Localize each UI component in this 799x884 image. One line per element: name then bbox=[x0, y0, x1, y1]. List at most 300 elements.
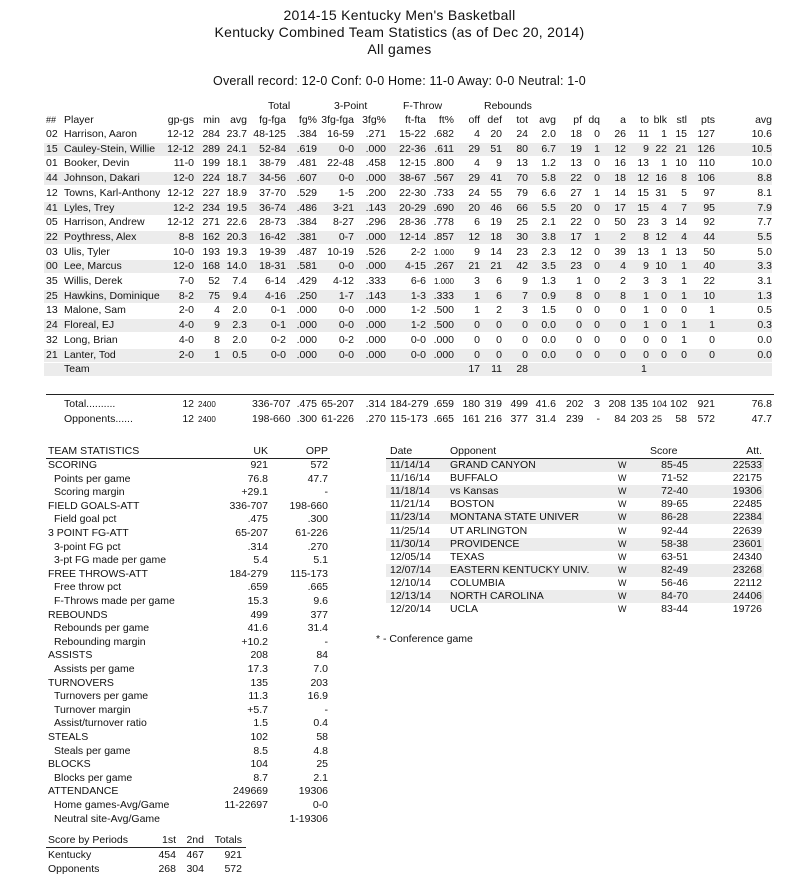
player-stat-cell: 0-7 bbox=[338, 231, 354, 243]
team-stat-uk: +10.2 bbox=[241, 636, 268, 648]
player-stat-cell: 0-0 bbox=[410, 349, 426, 361]
totals-row-cell: 65-207 bbox=[321, 398, 354, 410]
player-stat-cell: .567 bbox=[433, 172, 454, 184]
team-stats-header: TEAM STATISTICS bbox=[48, 445, 140, 457]
player-stat-cell: .000 bbox=[365, 143, 386, 155]
team-stat-opp: 16.9 bbox=[307, 690, 328, 702]
totals-row-cell: .475 bbox=[296, 398, 317, 410]
player-stat-cell: .384 bbox=[296, 128, 317, 140]
column-header: tot bbox=[516, 114, 528, 126]
player-stat-cell: 6 bbox=[496, 290, 502, 302]
player-stat-cell: 8.8 bbox=[757, 172, 772, 184]
game-attendance: 19726 bbox=[732, 603, 762, 615]
game-date: 11/25/14 bbox=[390, 525, 431, 537]
player-stat-cell: 12 bbox=[468, 231, 480, 243]
game-opponent: GRAND CANYON bbox=[450, 459, 536, 471]
periods-score: 454 bbox=[158, 849, 176, 861]
player-stat-cell: 2 bbox=[620, 275, 626, 287]
player-stat-cell: 0 bbox=[594, 246, 600, 258]
totals-row-cell: 102 bbox=[670, 398, 688, 410]
player-stat-cell: 51 bbox=[490, 143, 502, 155]
player-stat-cell: 5.8 bbox=[541, 172, 556, 184]
player-stat-cell: 24 bbox=[516, 128, 528, 140]
game-attendance: 22175 bbox=[732, 472, 762, 484]
team-stat-uk: 104 bbox=[250, 758, 268, 770]
record-summary: Overall record: 12-0 Conf: 0-0 Home: 11-0 Away: 0-0 Neutral: 1-0 bbox=[213, 74, 586, 88]
team-stats-header-uk: UK bbox=[253, 445, 268, 457]
player-stat-cell: 34-56 bbox=[259, 172, 286, 184]
player-stat-cell: 1.3 bbox=[541, 275, 556, 287]
player-stat-cell: 0 bbox=[643, 349, 649, 361]
player-stat-cell: .733 bbox=[433, 187, 454, 199]
team-stat-label: Assists per game bbox=[54, 663, 135, 675]
team-stats-header-opp: OPP bbox=[305, 445, 328, 457]
player-stat-cell: 234 bbox=[202, 202, 220, 214]
totals-row-cell: 104 bbox=[652, 399, 668, 409]
player-stat-cell: 16-59 bbox=[327, 128, 354, 140]
player-stat-cell: 9 bbox=[496, 157, 502, 169]
team-stat-opp: .665 bbox=[307, 581, 328, 593]
team-stat-opp: 377 bbox=[310, 609, 328, 621]
team-stat-uk: 921 bbox=[250, 459, 268, 471]
game-date: 11/30/14 bbox=[390, 538, 431, 550]
totals-row-cell: 135 bbox=[630, 398, 648, 410]
player-stat-cell: 13 bbox=[516, 157, 528, 169]
team-stat-label: Rebounding margin bbox=[54, 636, 146, 648]
player-stat-cell: .333 bbox=[365, 275, 386, 287]
player-stat-cell: 3-21 bbox=[332, 202, 354, 214]
player-stat-cell: 20 bbox=[570, 202, 582, 214]
player-stat-cell: 8 bbox=[576, 290, 582, 302]
row-shading bbox=[44, 363, 772, 376]
player-stat-cell: 3 bbox=[474, 275, 480, 287]
column-header: Player bbox=[64, 114, 94, 126]
player-stat-cell: 10 bbox=[655, 260, 667, 272]
player-stat-cell: 22.6 bbox=[226, 216, 247, 228]
team-row-off: 17 bbox=[468, 363, 480, 375]
game-date: 12/20/14 bbox=[390, 603, 431, 615]
game-attendance: 22384 bbox=[732, 511, 762, 523]
team-stat-opp: 25 bbox=[316, 758, 328, 770]
player-stat-cell: 95 bbox=[703, 202, 715, 214]
player-stat-cell: 9 bbox=[643, 260, 649, 272]
player-stat-cell: 271 bbox=[202, 216, 220, 228]
totals-row-cell: 2400 bbox=[198, 400, 216, 409]
column-header: blk bbox=[653, 114, 667, 126]
player-stat-cell: 2.3 bbox=[541, 246, 556, 258]
player-stat-cell: 0 bbox=[594, 319, 600, 331]
player-stat-cell: 284 bbox=[202, 128, 220, 140]
player-stat-cell: 8 bbox=[681, 172, 687, 184]
player-name: Booker, Devin bbox=[64, 157, 130, 169]
column-header: stl bbox=[676, 114, 687, 126]
player-stat-cell: 3.1 bbox=[757, 275, 772, 287]
player-stat-cell: .000 bbox=[365, 231, 386, 243]
player-stat-cell: 5 bbox=[681, 187, 687, 199]
team-stat-label: FREE THROWS-ATT bbox=[48, 568, 148, 580]
schedule-header-date: Date bbox=[390, 445, 413, 457]
player-stat-cell: 21 bbox=[675, 143, 687, 155]
player-stat-cell: .143 bbox=[365, 202, 386, 214]
player-stat-cell: 22 bbox=[570, 216, 582, 228]
player-stat-cell: .607 bbox=[296, 172, 317, 184]
game-opponent: BUFFALO bbox=[450, 472, 498, 484]
team-stat-opp: 0-0 bbox=[312, 799, 328, 811]
game-result: W bbox=[618, 460, 627, 470]
player-stat-cell: 4-16 bbox=[264, 290, 286, 302]
player-stat-cell: 44 bbox=[46, 172, 58, 184]
column-header: dq bbox=[588, 114, 600, 126]
player-stat-cell: 24 bbox=[468, 187, 480, 199]
game-score: 82-49 bbox=[661, 564, 688, 576]
team-stat-uk: 76.8 bbox=[247, 473, 268, 485]
player-stat-cell: .000 bbox=[365, 172, 386, 184]
player-stat-cell: 10-19 bbox=[327, 246, 354, 258]
player-stat-cell: 193 bbox=[202, 246, 220, 258]
report-title: 2014-15 Kentucky Men's Basketball bbox=[283, 7, 516, 23]
schedule-header-att: Att. bbox=[746, 445, 762, 457]
game-attendance: 23268 bbox=[732, 564, 762, 576]
player-stat-cell: 12-0 bbox=[172, 260, 194, 272]
team-stat-label: Field goal pct bbox=[54, 513, 117, 525]
player-name: Harrison, Aaron bbox=[64, 128, 137, 140]
game-result: W bbox=[618, 526, 627, 536]
opponents-row-cell: 25 bbox=[652, 414, 663, 424]
report-subtitle: Kentucky Combined Team Statistics (as of Dec 20, 2014) bbox=[214, 24, 585, 40]
totals-row-cell: 76.8 bbox=[751, 398, 772, 410]
player-stat-cell: 4-15 bbox=[404, 260, 426, 272]
team-stat-label: Home games-Avg/Game bbox=[54, 799, 170, 811]
opponents-row-cell: 31.4 bbox=[535, 413, 556, 425]
game-attendance: 24406 bbox=[732, 590, 762, 602]
player-stat-cell: 00 bbox=[46, 260, 58, 272]
player-stat-cell: 29 bbox=[468, 172, 480, 184]
column-header: pf bbox=[573, 114, 582, 126]
team-stat-opp: 61-226 bbox=[295, 527, 328, 539]
opponents-row-cell: 58 bbox=[675, 413, 687, 425]
player-stat-cell: .000 bbox=[365, 304, 386, 316]
game-date: 11/16/14 bbox=[390, 472, 431, 484]
player-stat-cell: 1 bbox=[474, 304, 480, 316]
game-opponent: UT ARLINGTON bbox=[450, 525, 528, 537]
player-stat-cell: 1 bbox=[643, 319, 649, 331]
player-stat-cell: 28-36 bbox=[399, 216, 426, 228]
player-stat-cell: 4 bbox=[474, 128, 480, 140]
player-stat-cell: 23 bbox=[570, 260, 582, 272]
opponents-row-cell: 377 bbox=[510, 413, 528, 425]
player-stat-cell: 3 bbox=[661, 216, 667, 228]
player-stat-cell: 22-48 bbox=[327, 157, 354, 169]
player-stat-cell: 0.0 bbox=[541, 334, 556, 346]
player-stat-cell: 5.0 bbox=[757, 246, 772, 258]
player-stat-cell: 10 bbox=[675, 157, 687, 169]
player-stat-cell: 1.000 bbox=[433, 277, 454, 286]
team-stat-opp: 9.6 bbox=[313, 595, 328, 607]
player-stat-cell: 0 bbox=[620, 349, 626, 361]
game-attendance: 22639 bbox=[732, 525, 762, 537]
player-stat-cell: 01 bbox=[46, 157, 58, 169]
player-stat-cell: 25 bbox=[46, 290, 58, 302]
player-stat-cell: 7 bbox=[522, 290, 528, 302]
team-stat-uk: 184-279 bbox=[229, 568, 268, 580]
team-stat-label: Rebounds per game bbox=[54, 622, 150, 634]
player-stat-cell: 224 bbox=[202, 172, 220, 184]
opponents-row-cell: .300 bbox=[296, 413, 317, 425]
team-stat-opp: 58 bbox=[316, 731, 328, 743]
opponents-row-cell: .270 bbox=[365, 413, 386, 425]
player-stat-cell: 4 bbox=[620, 260, 626, 272]
player-stat-cell: 0 bbox=[620, 334, 626, 346]
player-stat-cell: 9.4 bbox=[232, 290, 247, 302]
player-stat-cell: .486 bbox=[296, 202, 317, 214]
player-stat-cell: 199 bbox=[202, 157, 220, 169]
player-stat-cell: 4 bbox=[681, 231, 687, 243]
game-date: 12/13/14 bbox=[390, 590, 431, 602]
totals-row-cell: 336-707 bbox=[252, 398, 291, 410]
player-stat-cell: 4 bbox=[661, 202, 667, 214]
periods-score: 921 bbox=[224, 849, 242, 861]
player-stat-cell: 29 bbox=[468, 143, 480, 155]
player-stat-cell: 22 bbox=[570, 172, 582, 184]
column-header: a bbox=[620, 114, 626, 126]
player-stat-cell: 12-12 bbox=[167, 216, 194, 228]
team-stat-opp: 572 bbox=[310, 459, 328, 471]
player-stat-cell: 1 bbox=[661, 157, 667, 169]
player-stat-cell: 52-84 bbox=[259, 143, 286, 155]
player-stat-cell: 0 bbox=[576, 349, 582, 361]
game-score: 86-28 bbox=[661, 511, 688, 523]
team-stat-opp: 84 bbox=[316, 649, 328, 661]
player-stat-cell: 0 bbox=[620, 304, 626, 316]
player-stat-cell: .500 bbox=[433, 319, 454, 331]
player-stat-cell: 20 bbox=[490, 128, 502, 140]
player-stat-cell: 12-2 bbox=[172, 202, 194, 214]
team-stat-label: F-Throws made per game bbox=[54, 595, 175, 607]
player-name: Ulis, Tyler bbox=[64, 246, 110, 258]
team-row-to: 1 bbox=[641, 363, 647, 375]
player-stat-cell: 3 bbox=[661, 275, 667, 287]
game-score: 92-44 bbox=[661, 525, 688, 537]
team-stat-opp: 5.1 bbox=[313, 554, 328, 566]
player-stat-cell: 0 bbox=[594, 290, 600, 302]
schedule-footnote: * - Conference game bbox=[376, 633, 473, 645]
player-stat-cell: .250 bbox=[296, 290, 317, 302]
team-stat-label: Free throw pct bbox=[54, 581, 122, 593]
player-stat-cell: 30 bbox=[516, 231, 528, 243]
player-stat-cell: 1 bbox=[594, 231, 600, 243]
player-stat-cell: 3.3 bbox=[757, 260, 772, 272]
game-opponent: vs Kansas bbox=[450, 485, 499, 497]
player-stat-cell: .000 bbox=[433, 334, 454, 346]
player-name: Lee, Marcus bbox=[64, 260, 122, 272]
player-stat-cell: 1 bbox=[709, 304, 715, 316]
player-stat-cell: 14 bbox=[490, 246, 502, 258]
player-stat-cell: 0.0 bbox=[541, 319, 556, 331]
opponents-row-cell: 12 bbox=[182, 413, 194, 425]
player-stat-cell: 0 bbox=[620, 319, 626, 331]
player-stat-cell: .857 bbox=[433, 231, 454, 243]
team-stat-label: 3 POINT FG-ATT bbox=[48, 527, 129, 539]
player-stat-cell: 0 bbox=[594, 304, 600, 316]
column-header: pts bbox=[700, 114, 715, 126]
player-stat-cell: 0-0 bbox=[338, 143, 354, 155]
player-stat-cell: .200 bbox=[365, 187, 386, 199]
player-stat-cell: 126 bbox=[697, 143, 715, 155]
column-header: def bbox=[487, 114, 502, 126]
player-stat-cell: 8.1 bbox=[757, 187, 772, 199]
player-stat-cell: 0 bbox=[643, 334, 649, 346]
team-stat-label: Turnovers per game bbox=[54, 690, 149, 702]
game-score: 56-46 bbox=[661, 577, 688, 589]
player-stat-cell: 66 bbox=[516, 202, 528, 214]
player-stat-cell: 4-0 bbox=[178, 319, 194, 331]
column-header: avg bbox=[755, 114, 772, 126]
player-stat-cell: 1-7 bbox=[338, 290, 354, 302]
player-stat-cell: 9 bbox=[643, 143, 649, 155]
player-stat-cell: 20 bbox=[468, 202, 480, 214]
group-header-rebounds: Rebounds bbox=[484, 100, 532, 112]
player-stat-cell: 21 bbox=[46, 349, 58, 361]
player-stat-cell: 0 bbox=[594, 349, 600, 361]
team-stat-uk: 135 bbox=[250, 677, 268, 689]
player-stat-cell: 50 bbox=[614, 216, 626, 228]
team-stat-uk: 41.6 bbox=[247, 622, 268, 634]
player-stat-cell: .000 bbox=[296, 334, 317, 346]
player-stat-cell: 4 bbox=[474, 157, 480, 169]
team-stat-label: ASSISTS bbox=[48, 649, 93, 661]
team-stat-uk: 249669 bbox=[232, 785, 268, 797]
player-stat-cell: 7.4 bbox=[232, 275, 247, 287]
totals-row-cell: 499 bbox=[510, 398, 528, 410]
player-stat-cell: 22-30 bbox=[399, 187, 426, 199]
player-stat-cell: .458 bbox=[365, 157, 386, 169]
player-stat-cell: 52 bbox=[208, 275, 220, 287]
team-stat-label: Blocks per game bbox=[54, 772, 133, 784]
player-stat-cell: 2.0 bbox=[232, 304, 247, 316]
player-stat-cell: 19.5 bbox=[226, 202, 247, 214]
team-row-def: 11 bbox=[491, 363, 502, 375]
player-stat-cell: 0 bbox=[594, 334, 600, 346]
player-stat-cell: .000 bbox=[365, 319, 386, 331]
player-stat-cell: 22 bbox=[46, 231, 58, 243]
player-stat-cell: 127 bbox=[697, 128, 715, 140]
team-row-label: Team bbox=[64, 363, 90, 375]
column-header: min bbox=[203, 114, 220, 126]
opponents-row-cell: 84 bbox=[614, 413, 626, 425]
periods-header: 1st bbox=[161, 834, 176, 846]
player-stat-cell: 9 bbox=[214, 319, 220, 331]
column-header: ft% bbox=[438, 114, 454, 126]
player-stat-cell: 2.0 bbox=[541, 128, 556, 140]
player-stat-cell: 19-39 bbox=[259, 246, 286, 258]
game-score: 83-44 bbox=[661, 603, 688, 615]
team-stat-uk: 336-707 bbox=[229, 500, 268, 512]
player-stat-cell: 6-14 bbox=[264, 275, 286, 287]
player-stat-cell: 03 bbox=[46, 246, 58, 258]
team-stat-label: BLOCKS bbox=[48, 758, 91, 770]
player-stat-cell: 27 bbox=[570, 187, 582, 199]
player-stat-cell: 7.9 bbox=[757, 202, 772, 214]
game-date: 12/05/14 bbox=[390, 551, 431, 563]
game-attendance: 22533 bbox=[732, 459, 762, 471]
team-stat-uk: 102 bbox=[250, 731, 268, 743]
player-stat-cell: .333 bbox=[433, 290, 454, 302]
player-stat-cell: 5.5 bbox=[757, 231, 772, 243]
column-header: off bbox=[468, 114, 480, 126]
player-stat-cell: 1.3 bbox=[757, 290, 772, 302]
team-stat-label: Neutral site-Avg/Game bbox=[54, 813, 161, 825]
team-stat-opp: 47.7 bbox=[307, 473, 328, 485]
team-stat-uk: +5.7 bbox=[247, 704, 268, 716]
player-stat-cell: 0 bbox=[474, 334, 480, 346]
player-name: Malone, Sam bbox=[64, 304, 126, 316]
player-name: Johnson, Dakari bbox=[64, 172, 140, 184]
game-score: 72-40 bbox=[661, 485, 688, 497]
player-stat-cell: 0 bbox=[522, 334, 528, 346]
opponents-row-cell: .665 bbox=[433, 413, 454, 425]
player-stat-cell: 0 bbox=[661, 319, 667, 331]
player-stat-cell: 0.3 bbox=[757, 319, 772, 331]
player-stat-cell: .526 bbox=[365, 246, 386, 258]
player-stat-cell: 0 bbox=[594, 216, 600, 228]
player-stat-cell: 19 bbox=[570, 143, 582, 155]
team-stat-opp: 7.0 bbox=[313, 663, 328, 675]
player-stat-cell: 12 bbox=[637, 172, 649, 184]
player-stat-cell: 106 bbox=[697, 172, 715, 184]
team-stat-label: Points per game bbox=[54, 473, 131, 485]
player-stat-cell: 0 bbox=[709, 349, 715, 361]
group-header-free-throw: F-Throw bbox=[403, 100, 443, 112]
player-stat-cell: 2-2 bbox=[410, 246, 426, 258]
opponents-row-cell: 161 bbox=[462, 413, 480, 425]
player-stat-cell: 12-14 bbox=[399, 231, 426, 243]
player-stat-cell: 80 bbox=[516, 143, 528, 155]
player-stat-cell: 28-73 bbox=[259, 216, 286, 228]
player-stat-cell: 50 bbox=[703, 246, 715, 258]
player-stat-cell: 12 bbox=[614, 143, 626, 155]
player-stat-cell: 0 bbox=[576, 334, 582, 346]
player-stat-cell: 23 bbox=[516, 246, 528, 258]
team-stat-opp: 4.8 bbox=[313, 745, 328, 757]
opponents-row-cell: 239 bbox=[566, 413, 584, 425]
player-name: Poythress, Alex bbox=[64, 231, 137, 243]
team-stat-label: 3-point FG pct bbox=[54, 541, 121, 553]
player-stat-cell: 0 bbox=[681, 304, 687, 316]
game-result: W bbox=[618, 512, 627, 522]
game-opponent: PROVIDENCE bbox=[450, 538, 520, 550]
player-stat-cell: .271 bbox=[365, 128, 386, 140]
player-stat-cell: 32 bbox=[46, 334, 58, 346]
player-stat-cell: .682 bbox=[433, 128, 454, 140]
game-attendance: 23601 bbox=[732, 538, 762, 550]
player-stat-cell: 15 bbox=[637, 187, 649, 199]
team-stat-opp: - bbox=[324, 636, 328, 648]
team-stat-uk: 15.3 bbox=[247, 595, 268, 607]
player-stat-cell: 0 bbox=[496, 334, 502, 346]
player-stat-cell: 10.5 bbox=[751, 143, 772, 155]
player-stat-cell: .384 bbox=[296, 216, 317, 228]
player-stat-cell: 36-74 bbox=[259, 202, 286, 214]
periods-score: 572 bbox=[224, 863, 242, 875]
player-stat-cell: 12-15 bbox=[399, 157, 426, 169]
player-stat-cell: 0 bbox=[576, 319, 582, 331]
player-stat-cell: .611 bbox=[434, 143, 454, 155]
player-stat-cell: 9 bbox=[474, 246, 480, 258]
player-stat-cell: 16-42 bbox=[259, 231, 286, 243]
player-stat-cell: .500 bbox=[433, 304, 454, 316]
player-stat-cell: 1 bbox=[661, 246, 667, 258]
opponents-row-cell: Opponents...... bbox=[64, 413, 133, 425]
